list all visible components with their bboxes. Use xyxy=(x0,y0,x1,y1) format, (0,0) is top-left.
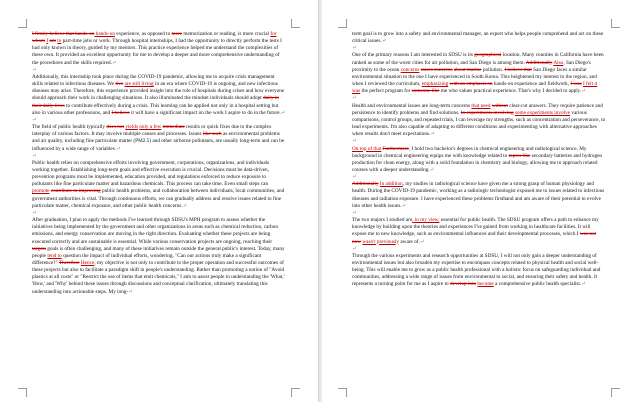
paragraph[interactable] xyxy=(352,181,606,210)
paragraph-mark-icon: ↵ xyxy=(352,209,357,216)
paragraph-mark-icon: ↵ xyxy=(401,202,406,209)
text-run: essential for public health. The SDSU program offers a path to enhance my knowledge by building upon the theories and experiences I've gained from working in healthcare facilities. It will expose me to new knowledge, such as environmental influences and their developmental processes, which I xyxy=(352,217,599,238)
text-run: results or quick fixes due to the complex interplay of various factors. It may involve multiple causes and processes. Issues xyxy=(32,124,272,138)
tracked-insertion: On top of that xyxy=(352,145,382,152)
page-text-body[interactable] xyxy=(352,31,606,387)
tracked-insertion: hands-on xyxy=(94,31,115,37)
tracked-deletion: contribute to improving xyxy=(50,188,101,195)
tracked-deletion: targets xyxy=(32,245,46,252)
paragraph[interactable] xyxy=(352,103,606,139)
paragraph-mark-icon: ↵ xyxy=(280,109,286,116)
document-page-left xyxy=(6,0,312,402)
paragraph-mark-icon: ↵ xyxy=(32,116,37,123)
tracked-insertion: Hence xyxy=(80,260,95,266)
text-run: memorization or reading, is more crucial xyxy=(182,31,271,37)
page-gutter xyxy=(318,0,322,402)
tracked-deletion: with an emphasis on xyxy=(449,81,493,88)
text-run: term goal is to grow into a safety and environmental manager, an expert who helps people comprehend and act on these critical issues. xyxy=(352,31,604,45)
text-run: in an era where COVID-19 is ongoing, and new infectious diseases may arise. Therefore, this experience provided insight into the role of hospitals during crises and how everyone should approach their work in challenging situations. It also illuminated the mindset individuals should adopt xyxy=(32,81,285,102)
tracked-deletion: was not now xyxy=(352,231,597,245)
tracked-deletion: like such xyxy=(202,131,222,138)
document-page-right xyxy=(326,0,632,402)
tracked-deletion: am xyxy=(49,38,56,45)
tracked-deletion: daily in their daily lives xyxy=(32,95,279,109)
paragraph[interactable] xyxy=(352,52,606,95)
text-run: experience, as opposed to xyxy=(114,31,172,37)
empty-paragraph[interactable] xyxy=(352,246,606,253)
text-run: goals is often challenging, and many of these initiatives remain outside the general public's interest. Today, many people xyxy=(32,245,285,259)
tracked-insertion: only a few xyxy=(139,124,162,131)
crop-mark xyxy=(611,388,620,397)
tracked-deletion: topics like xyxy=(508,152,531,159)
text-run: location. Many counties in California have been ranked as some of the worst cities for air pollution, and San Diego is among them. xyxy=(352,52,604,66)
tracked-insertion: I felt it was xyxy=(352,81,598,95)
tracked-insertion: , in my view, xyxy=(412,217,440,224)
tracked-deletion: live xyxy=(115,81,124,88)
text-run: The two majors I studied are xyxy=(352,217,413,224)
text-run: to contribute effectively during a crisis. This learning can be applied not only in a hospital setting but also in various other professions, and xyxy=(32,102,279,116)
text-run: pollution. xyxy=(481,66,505,73)
paragraph-mark-icon: ↵ xyxy=(430,131,435,138)
text-run: After graduation, I plan to apply the methods I've learned through SDSU's MPH program to assess whether the initiatives being implemented by the government and other organizations in areas such as chemical reduction, carbon emissions, and energy conservation are moving in the right direction. Evaluating whether these projects are being executed correctly and are sustainable is essential. While various conservation projects are ongoing, reaching their xyxy=(32,217,278,245)
empty-paragraph[interactable] xyxy=(352,95,606,102)
text-run: Health and environmental issues are long-term concerns xyxy=(352,102,472,109)
tracked-deletion: Furthermore xyxy=(382,145,409,152)
crop-mark xyxy=(338,19,347,28)
paragraph-mark-icon: ↵ xyxy=(32,152,37,159)
paragraph-mark-icon: ↵ xyxy=(352,245,357,252)
tracked-insertion: emphasizing xyxy=(421,81,449,88)
paragraph-mark-icon: ↵ xyxy=(352,174,357,181)
paragraph-mark-icon: ↵ xyxy=(581,88,586,95)
tracked-insertion: wasn't previously xyxy=(362,238,400,245)
paragraph[interactable] xyxy=(32,160,286,210)
tracked-deletion: raises concerns xyxy=(420,66,453,73)
paragraph[interactable] xyxy=(32,74,286,117)
text-run: , I hold two bachelor's degrees in chemical engineering and radiological science. My background in chemical engineering equips me with knowledge related to xyxy=(352,145,587,159)
paragraph-mark-icon: ↵ xyxy=(111,59,117,66)
empty-paragraph[interactable] xyxy=(352,210,606,217)
empty-paragraph[interactable] xyxy=(32,153,286,160)
tracked-insertion: are still living xyxy=(124,81,154,88)
tracked-insertion: become xyxy=(477,281,494,288)
text-run: San Diego faces a similar environmental situation to the one I have experienced in South Korea. This heightened my interest in the region, and when I reviewed the curriculum, xyxy=(352,66,597,88)
paragraph-mark-icon: ↵ xyxy=(429,166,435,173)
tracked-deletion: Therefore xyxy=(58,260,80,266)
tracked-insertion: yields xyxy=(125,124,138,131)
tracked-insertion: to xyxy=(57,38,62,45)
crop-mark xyxy=(18,19,27,28)
paragraph[interactable] xyxy=(32,217,286,296)
empty-paragraph[interactable] xyxy=(32,117,286,124)
text-run: , my studies in radiological science have given me a strong grasp of human physiology and health. During the COVID-19 pandemic, working as a radiologic technologist exposed me to issues related to infectious diseases and radiation exposure. I have experienced these problems firsthand and am aware of their potential to evolve into other health issues. xyxy=(352,181,605,209)
tracked-insertion: I xyxy=(46,38,49,45)
paragraph[interactable] xyxy=(352,146,606,175)
tracked-deletion: someone like xyxy=(411,88,440,95)
paragraph[interactable] xyxy=(352,253,606,289)
paragraph-mark-icon: ↵ xyxy=(352,138,357,145)
text-run: Additionally, this internship took place during the COVID-19 pandemic, allowing me to acquire crisis management skills related to infectious diseases. We xyxy=(32,73,275,88)
tracked-deletion: whom xyxy=(32,38,46,45)
tracked-deletion: immediate xyxy=(162,124,185,131)
text-run: various comparisons, control groups, and repeated trials, I can leverage my strengths, such as concentration and perseverance, to lead experiments. I'm also capable of adapting to different conditions and experimenting with alternative approaches when results don't meet expectations. xyxy=(352,109,606,138)
tracked-deletion: I believe that xyxy=(504,66,532,73)
empty-paragraph[interactable] xyxy=(352,138,606,145)
text-run: the perfect program for xyxy=(360,88,412,95)
text-run: The field of public health typically xyxy=(32,124,107,131)
tracked-insertion: for xyxy=(270,31,277,37)
text-run: a comprehensive public health specialist. xyxy=(493,281,582,288)
text-run: question the impact of individual efforts, wondering, "Can our actions truly make a significant difference?" xyxy=(32,252,262,266)
paragraph[interactable] xyxy=(32,31,286,67)
text-run: as environmental problems and air quality, including fine particulate matter (PM2.5) and other airborne pollutants, are usually long-term and can be influenced by a wide range of variables. xyxy=(32,131,285,152)
page-text-body[interactable] xyxy=(32,31,286,387)
paragraph-mark-icon: ↵ xyxy=(581,281,586,288)
paragraph-mark-icon: ↵ xyxy=(419,238,425,245)
text-run: hands-on experience and fieldwork, xyxy=(492,81,571,88)
paragraph-mark-icon: ↵ xyxy=(116,145,121,152)
text-run: Public health relies on comprehensive efforts involving government, corporations, organizations, and individuals working together. Establishing long-term goals and effective execution is crucial. Decisions must be data-driven, prevention programs must be implemented, education provided, and regulations enforced to reduce exposure to pollutants like fine particulate matter and hazardous chemicals. This process can take time. Even small steps can xyxy=(32,159,270,188)
text-run: aware of. xyxy=(399,238,420,245)
text-run: clear-cut answers. They require patience and persistence to identify problems and find solutions. xyxy=(352,102,603,116)
paragraph-mark-icon: ↵ xyxy=(352,95,357,102)
paragraph-mark-icon: ↵ xyxy=(182,202,188,209)
paragraph-mark-icon: ↵ xyxy=(32,66,37,73)
crop-mark xyxy=(611,19,620,28)
tracked-insertion: Also xyxy=(553,59,564,66)
crop-mark xyxy=(18,388,27,397)
tracked-deletion: without xyxy=(491,102,508,109)
paragraph[interactable] xyxy=(32,124,286,153)
text-run: me who values practical experience. That's why I decided to apply. xyxy=(439,88,582,95)
paragraph-mark-icon: ↵ xyxy=(32,209,37,216)
text-run: , my objective is not only to contribute to the proper operation and successful outcomes of these projects but also to facilitate a paradigm shift in people's understanding. Rather than promoting a notion of "Avoid plastics at all costs" or "Restrict the use of items that emit chemicals," I aim to assist people in understanding the 'What,' 'How,' and 'Why' behind these issues through discussions and conceptual clarification, ultimately translating this understanding into actionable steps. My long- xyxy=(32,260,285,295)
tracked-insertion: tend to xyxy=(47,252,62,259)
tracked-insertion: that need xyxy=(471,102,491,109)
tracked-insertion: In addition xyxy=(379,181,403,188)
tracked-deletion: develop into xyxy=(449,281,477,288)
paragraph-mark-icon: ↵ xyxy=(128,288,133,295)
crop-mark xyxy=(338,388,347,397)
tracked-deletion: about marine xyxy=(453,66,482,73)
text-run: part-time jobs or work. Through hospital internships, I had the opportunity to directly perform the tests I had only known in theory, guided by my mentors. This practice experience helped me understand the complexities of these own. It provided an excellent opportunity for me to develop a deeper and more comprehensive understanding of the procedures and the skills required. xyxy=(32,38,282,66)
tracked-deletion: mere xyxy=(171,31,183,37)
text-run: , San Diego's proximity to the ocean xyxy=(352,59,591,73)
tracked-deletion: I firmly believe that hands-on xyxy=(32,31,95,37)
paragraph[interactable] xyxy=(352,31,606,45)
tracked-deletion: Additionally xyxy=(352,181,379,188)
crop-mark xyxy=(291,388,300,397)
tracked-deletion: I believe xyxy=(111,109,130,116)
tracked-deletion: Additionally xyxy=(525,59,553,66)
tracked-insertion: promote xyxy=(32,188,50,195)
tracked-deletion: In experiments involving xyxy=(460,109,514,116)
tracked-deletion: geographical xyxy=(474,52,502,59)
text-run: Through the various experiments and research opportunities at SDSU, I will not only gain a deeper understanding of environmental issues but also broaden my expertise to encompass concepts related to physical health and social well-being. This will enable me to grow as a public health professional with a holistic focus on safeguarding individual and communities, addressing a wide range of issues from environmental to social, and ensuring their safety and health. It represents a turning point for me as I aspire to xyxy=(352,252,601,288)
empty-paragraph[interactable] xyxy=(32,67,286,74)
empty-paragraph[interactable] xyxy=(32,210,286,217)
crop-mark xyxy=(291,19,300,28)
text-run: it will have a significant impact on the work I aspire to do in the future. xyxy=(129,109,281,116)
paragraph-mark-icon: ↵ xyxy=(352,45,357,52)
paragraph[interactable] xyxy=(352,217,606,246)
paragraph-mark-icon: ↵ xyxy=(381,38,387,45)
tracked-deletion: does not xyxy=(106,124,125,131)
tracked-insertion: concerns xyxy=(400,66,420,73)
text-run: secondary batteries and hydrogen production for clean energy, along with a solid foundation in chemistry and biology, allowing me to approach related courses with a deeper understanding. xyxy=(352,152,603,173)
text-run: One of the primary reasons I am interested in SDSU is its xyxy=(352,52,475,59)
tracked-deletion: I was xyxy=(570,81,582,88)
tracked-insertion: some experiments involve xyxy=(514,109,571,116)
text-run: public health problems, and collaboration between individuals, local communities, and government authorities is vital. Through continuous efforts, we can gradually address and resolve issues related to fine particulate matter, chemical exposure, and other public health concerns. xyxy=(32,188,285,209)
